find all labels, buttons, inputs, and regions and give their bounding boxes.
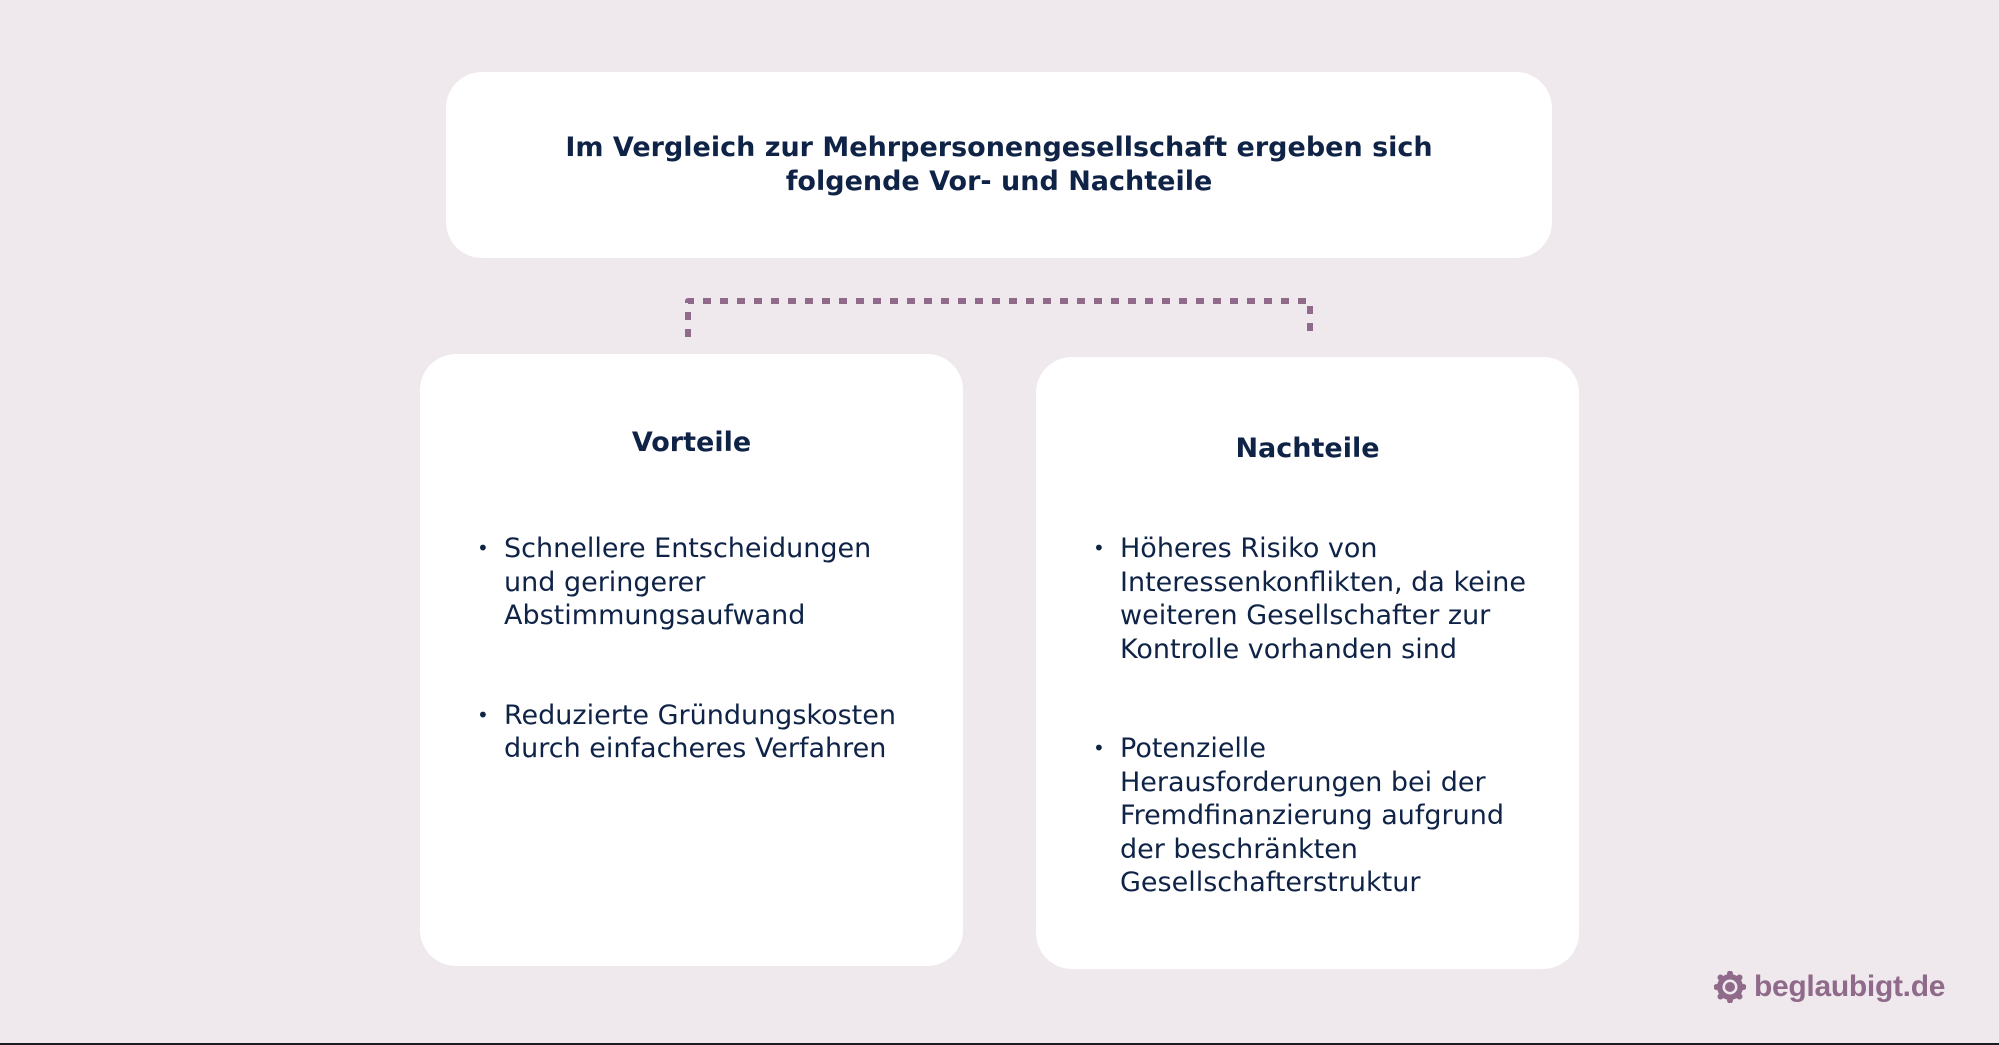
- list-item-line: Schnellere Entscheidungen: [504, 533, 872, 564]
- dotted-connector: [684, 295, 1314, 340]
- bullet-dot: •: [1093, 536, 1105, 560]
- advantages-title: Vorteile: [631, 427, 752, 458]
- brand-name: beglaubigt.de: [1754, 970, 1946, 1003]
- list-item-text: [1120, 732, 1549, 900]
- brand-logo[interactable]: [1714, 969, 1945, 1005]
- list-item-text: [504, 699, 933, 766]
- disadvantages-list: [1093, 532, 1549, 900]
- list-item-text: [504, 532, 933, 633]
- list-item-line: weiteren Gesellschafter zur: [1120, 600, 1491, 631]
- disadvantages-title: Nachteile: [1235, 433, 1380, 464]
- list-item-line: Interessenkonflikten, da keine: [1120, 566, 1526, 598]
- list-item-text: [1120, 532, 1549, 666]
- header-title-line-1: Im Vergleich zur Mehrpersonengesellschaft ergeben sich: [565, 132, 1433, 163]
- disadvantages-card: [1036, 357, 1579, 969]
- badge-icon: [1714, 971, 1746, 1003]
- list-item-line: Reduzierte Gründungskosten: [504, 699, 896, 731]
- list-item-line: Abstimmungsaufwand: [504, 600, 806, 631]
- connector-path: [688, 301, 1310, 337]
- bullet-dot: •: [477, 702, 489, 727]
- list-item-line: Fremdfinanzierung aufgrund: [1120, 800, 1504, 831]
- list-item-line: und geringerer: [504, 566, 706, 598]
- list-item-line: Herausforderungen bei der: [1120, 766, 1486, 798]
- list-item: [477, 699, 933, 766]
- bullet-dot: •: [477, 536, 489, 560]
- list-item-line: Gesellschafterstruktur: [1120, 867, 1421, 898]
- list-item-line: durch einfacheres Verfahren: [504, 733, 887, 764]
- advantages-list: [477, 532, 933, 766]
- list-item-line: Potenzielle: [1120, 733, 1267, 764]
- list-item-line: der beschränkten: [1120, 833, 1358, 865]
- list-item-line: Kontrolle vorhanden sind: [1120, 633, 1457, 665]
- list-item: [477, 532, 933, 633]
- advantages-card: [420, 354, 963, 966]
- header-card: [446, 72, 1552, 258]
- list-item-line: Höheres Risiko von: [1120, 533, 1378, 564]
- header-title-line-2: folgende Vor- und Nachteile: [785, 166, 1213, 197]
- list-item: [1093, 532, 1549, 666]
- header-title: [565, 131, 1432, 199]
- bullet-dot: •: [1093, 736, 1105, 760]
- list-item: [1093, 732, 1549, 900]
